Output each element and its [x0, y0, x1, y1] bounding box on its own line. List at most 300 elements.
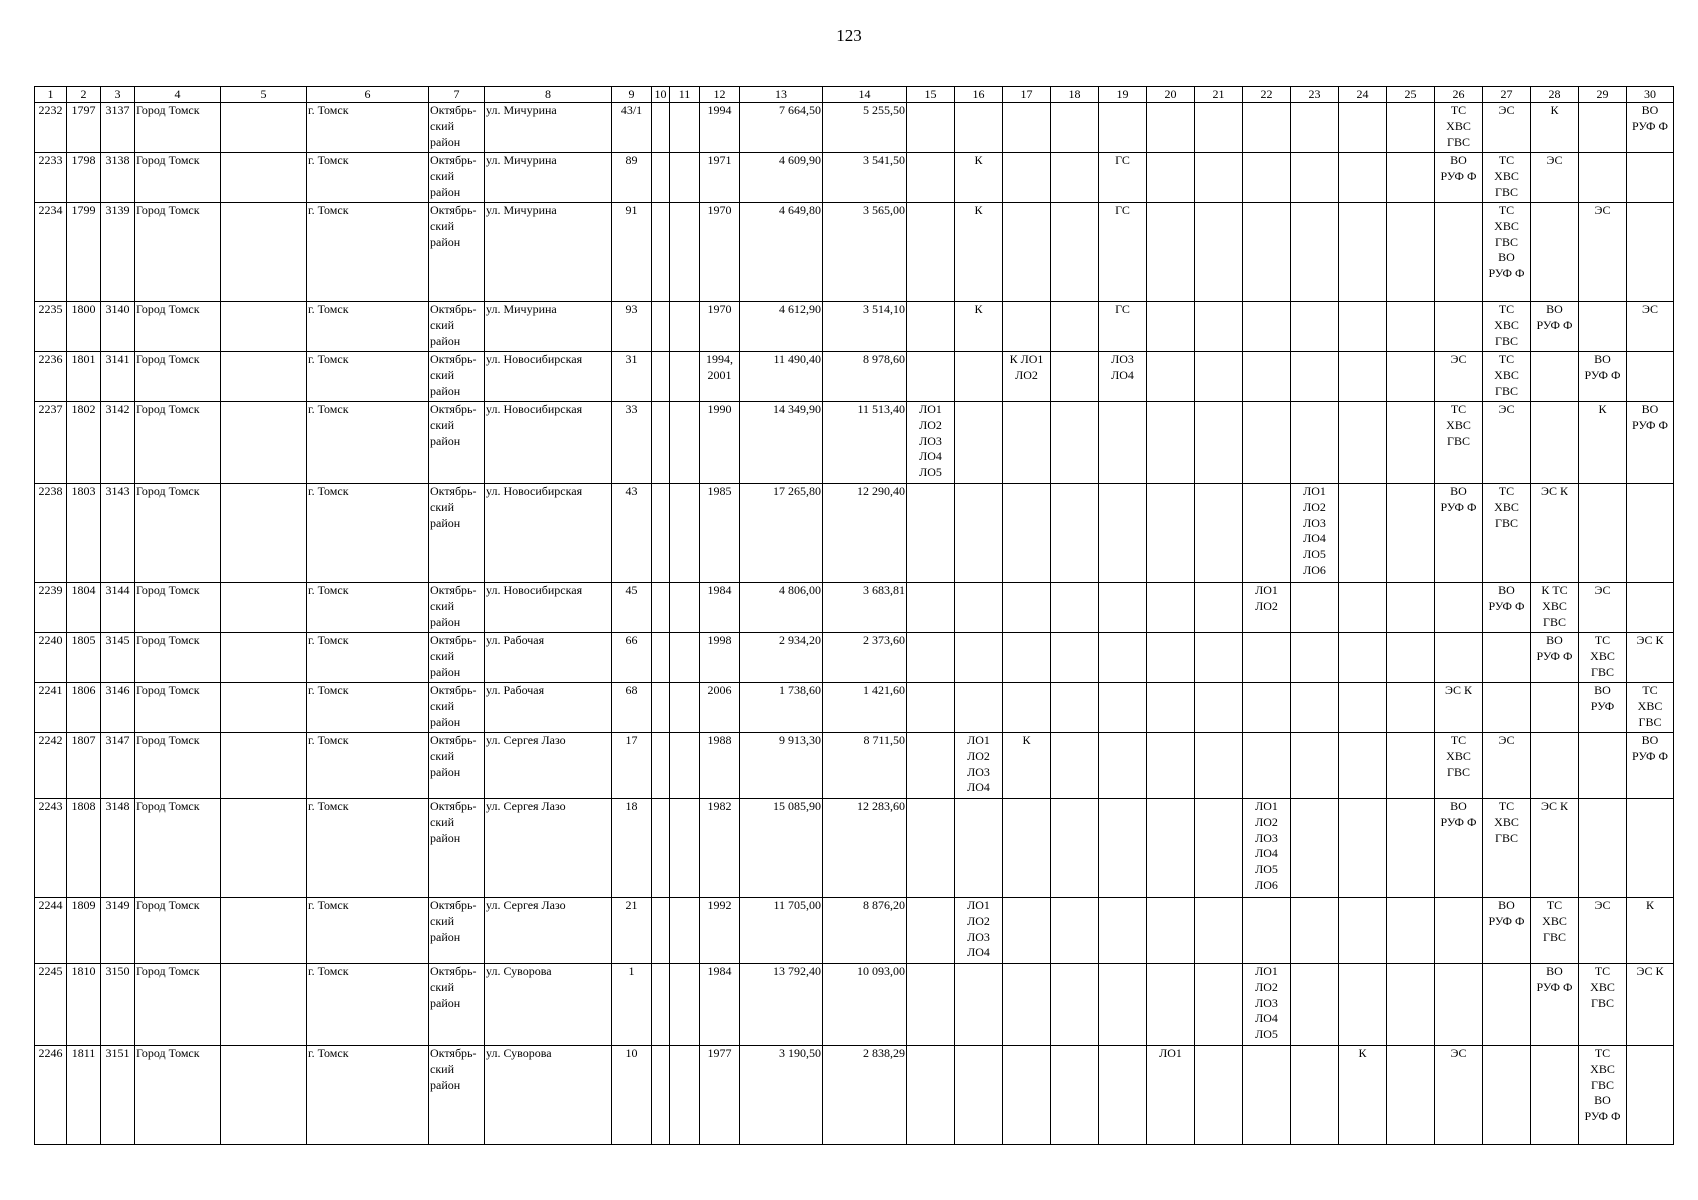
table-cell [652, 1046, 670, 1145]
column-header: 3 [101, 87, 135, 103]
table-cell: Город Томск [135, 103, 221, 153]
table-cell: 1803 [67, 484, 101, 583]
table-row [35, 302, 1674, 352]
table-cell [1147, 633, 1195, 683]
table-cell: ГС [1099, 153, 1147, 203]
table-cell [221, 1046, 307, 1145]
table-cell: Город Томск [135, 733, 221, 799]
table-cell: 7 664,50 [740, 103, 823, 153]
table-cell [1051, 733, 1099, 799]
table-cell [1051, 103, 1099, 153]
table-cell: ТС ХВС ГВС [1483, 352, 1531, 402]
table-cell: г. Томск [307, 683, 429, 733]
table-cell [1147, 898, 1195, 964]
table-cell: Октябрь- ский район [429, 898, 485, 964]
table-cell [1339, 583, 1387, 633]
table-cell [670, 352, 700, 402]
table-cell [670, 153, 700, 203]
table-cell [670, 103, 700, 153]
table-cell: ЛО3 ЛО4 [1099, 352, 1147, 402]
table-cell: Октябрь- ский район [429, 964, 485, 1046]
table-cell [1147, 302, 1195, 352]
table-cell [1003, 1046, 1051, 1145]
table-cell: 2 934,20 [740, 633, 823, 683]
table-cell: 4 609,90 [740, 153, 823, 203]
table-cell: 2241 [35, 683, 67, 733]
table-cell [221, 103, 307, 153]
table-cell: 2006 [700, 683, 740, 733]
table-cell [221, 733, 307, 799]
column-header: 9 [612, 87, 652, 103]
table-cell [652, 203, 670, 302]
table-cell: 1798 [67, 153, 101, 203]
table-cell [1387, 153, 1435, 203]
table-cell [670, 898, 700, 964]
column-header: 29 [1579, 87, 1627, 103]
table-cell: 1971 [700, 153, 740, 203]
table-cell [1243, 1046, 1291, 1145]
table-cell: 1806 [67, 683, 101, 733]
table-cell [221, 633, 307, 683]
column-header: 18 [1051, 87, 1099, 103]
table-cell [907, 302, 955, 352]
table-cell [907, 583, 955, 633]
table-cell [1291, 633, 1339, 683]
table-cell [652, 103, 670, 153]
table-cell [1051, 964, 1099, 1046]
table-cell: 4 649,80 [740, 203, 823, 302]
table-cell: Город Томск [135, 352, 221, 402]
table-cell [1099, 898, 1147, 964]
column-header: 14 [823, 87, 907, 103]
table-cell: г. Томск [307, 964, 429, 1046]
table-cell [1147, 484, 1195, 583]
table-cell [1147, 352, 1195, 402]
table-cell [907, 203, 955, 302]
table-cell [1339, 898, 1387, 964]
table-cell: 2238 [35, 484, 67, 583]
table-cell [670, 402, 700, 484]
table-cell [670, 302, 700, 352]
table-cell: 4 806,00 [740, 583, 823, 633]
table-cell [1195, 402, 1243, 484]
table-cell: 2 373,60 [823, 633, 907, 683]
table-cell [1099, 583, 1147, 633]
table-cell [907, 1046, 955, 1145]
table-cell: ул. Сергея Лазо [485, 898, 612, 964]
table-cell [1483, 1046, 1531, 1145]
table-cell [1003, 484, 1051, 583]
table-cell: 43/1 [612, 103, 652, 153]
table-cell: ЭС [1435, 352, 1483, 402]
table-cell [1435, 302, 1483, 352]
table-row [35, 898, 1674, 964]
table-cell: Октябрь- ский район [429, 352, 485, 402]
table-cell: ЭС К [1435, 683, 1483, 733]
table-cell [1243, 733, 1291, 799]
table-cell [652, 153, 670, 203]
table-cell: ТС ХВС ГВС [1435, 733, 1483, 799]
table-cell [1387, 484, 1435, 583]
table-cell: 1990 [700, 402, 740, 484]
table-cell [1003, 799, 1051, 898]
table-cell [652, 352, 670, 402]
table-cell: ЭС К [1627, 964, 1674, 1046]
table-cell: ЭС [1435, 1046, 1483, 1145]
table-cell [907, 683, 955, 733]
table-cell: Октябрь- ский район [429, 153, 485, 203]
table-cell [1339, 683, 1387, 733]
table-cell: 1 [612, 964, 652, 1046]
table-cell [955, 484, 1003, 583]
table-cell: ул. Рабочая [485, 633, 612, 683]
table-cell [1147, 799, 1195, 898]
table-cell: г. Томск [307, 402, 429, 484]
column-header: 20 [1147, 87, 1195, 103]
table-cell [652, 302, 670, 352]
table-cell: 3137 [101, 103, 135, 153]
table-cell [1627, 583, 1674, 633]
table-cell: 2237 [35, 402, 67, 484]
table-cell [1291, 964, 1339, 1046]
table-cell [1339, 103, 1387, 153]
table-cell: г. Томск [307, 484, 429, 583]
table-cell [1099, 1046, 1147, 1145]
table-cell: ТС ХВС ГВС ВО РУФ Ф [1483, 203, 1531, 302]
table-row [35, 352, 1674, 402]
table-cell [1243, 352, 1291, 402]
column-header: 1 [35, 87, 67, 103]
table-row [35, 633, 1674, 683]
table-cell [955, 683, 1003, 733]
table-cell: Город Томск [135, 583, 221, 633]
table-cell: ВО РУФ Ф [1531, 964, 1579, 1046]
table-cell: К ЛО1 ЛО2 [1003, 352, 1051, 402]
table-cell: 1810 [67, 964, 101, 1046]
table-cell [1627, 203, 1674, 302]
column-header: 12 [700, 87, 740, 103]
table-cell [221, 203, 307, 302]
table-cell: ЛО1 ЛО2 ЛО3 ЛО4 ЛО5 [907, 402, 955, 484]
table-cell [1531, 683, 1579, 733]
table-cell [1147, 402, 1195, 484]
table-cell: Город Томск [135, 153, 221, 203]
table-cell: ул. Мичурина [485, 103, 612, 153]
table-cell [652, 402, 670, 484]
table-cell [1051, 583, 1099, 633]
table-cell: 18 [612, 799, 652, 898]
table-cell: 1807 [67, 733, 101, 799]
table-cell [1291, 733, 1339, 799]
table-cell: Октябрь- ский район [429, 402, 485, 484]
table-cell: 13 792,40 [740, 964, 823, 1046]
table-cell: 3145 [101, 633, 135, 683]
table-cell: 1804 [67, 583, 101, 633]
table-cell [955, 633, 1003, 683]
table-cell [652, 733, 670, 799]
table-cell: 3138 [101, 153, 135, 203]
table-cell [1387, 733, 1435, 799]
table-cell [907, 898, 955, 964]
table-cell [907, 964, 955, 1046]
table-cell [1627, 799, 1674, 898]
table-cell [1291, 352, 1339, 402]
column-header: 13 [740, 87, 823, 103]
table-cell [221, 302, 307, 352]
table-cell: Октябрь- ский район [429, 799, 485, 898]
table-cell: 1984 [700, 583, 740, 633]
table-cell: 8 978,60 [823, 352, 907, 402]
table-cell: 10 093,00 [823, 964, 907, 1046]
table-cell: 89 [612, 153, 652, 203]
table-cell [1051, 302, 1099, 352]
table-cell [1243, 302, 1291, 352]
table-cell [652, 583, 670, 633]
table-cell [1195, 203, 1243, 302]
column-header: 8 [485, 87, 612, 103]
table-cell: 3139 [101, 203, 135, 302]
table-cell: 3 190,50 [740, 1046, 823, 1145]
table-cell [1483, 683, 1531, 733]
table-cell: г. Томск [307, 733, 429, 799]
table-cell: 11 490,40 [740, 352, 823, 402]
table-cell [907, 103, 955, 153]
table-cell [221, 153, 307, 203]
table-cell: 3144 [101, 583, 135, 633]
column-header: 28 [1531, 87, 1579, 103]
table-cell: 1970 [700, 203, 740, 302]
table-cell [670, 799, 700, 898]
table-cell [907, 153, 955, 203]
table-cell [1147, 583, 1195, 633]
table-cell: 2235 [35, 302, 67, 352]
table-cell: 3146 [101, 683, 135, 733]
table-cell [670, 484, 700, 583]
table-cell [1627, 484, 1674, 583]
table-cell: 3 565,00 [823, 203, 907, 302]
table-cell [221, 683, 307, 733]
table-cell [1435, 898, 1483, 964]
table-cell [1099, 733, 1147, 799]
table-cell: 1994 [700, 103, 740, 153]
table-cell [1627, 1046, 1674, 1145]
table-cell: 68 [612, 683, 652, 733]
table-cell: ул. Новосибирская [485, 352, 612, 402]
table-cell [1387, 302, 1435, 352]
table-cell: Октябрь- ский район [429, 733, 485, 799]
table-cell: 3140 [101, 302, 135, 352]
table-cell: ТС ХВС ГВС ВО РУФ Ф [1579, 1046, 1627, 1145]
table-cell: 5 255,50 [823, 103, 907, 153]
table-cell: 2242 [35, 733, 67, 799]
table-cell: ул. Новосибирская [485, 583, 612, 633]
table-cell [1003, 153, 1051, 203]
table-cell [1195, 964, 1243, 1046]
table-cell: К ТС ХВС ГВС [1531, 583, 1579, 633]
table-cell: ЛО1 ЛО2 ЛО3 ЛО4 [955, 898, 1003, 964]
table-cell: 1985 [700, 484, 740, 583]
table-cell: 2233 [35, 153, 67, 203]
table-cell [1339, 799, 1387, 898]
table-cell: 1 738,60 [740, 683, 823, 733]
table-row [35, 103, 1674, 153]
column-header: 19 [1099, 87, 1147, 103]
table-cell: 1801 [67, 352, 101, 402]
table-cell [1387, 898, 1435, 964]
table-cell: 12 290,40 [823, 484, 907, 583]
table-cell: ЭС [1579, 583, 1627, 633]
column-header: 16 [955, 87, 1003, 103]
table-cell: 2 838,29 [823, 1046, 907, 1145]
table-cell [1147, 103, 1195, 153]
column-header: 27 [1483, 87, 1531, 103]
table-cell [1579, 799, 1627, 898]
table-cell [1387, 352, 1435, 402]
table-cell [1339, 302, 1387, 352]
table-cell [1099, 633, 1147, 683]
table-cell [1531, 352, 1579, 402]
table-cell [1051, 683, 1099, 733]
table-row [35, 1046, 1674, 1145]
table-cell [1003, 898, 1051, 964]
table-cell [1435, 633, 1483, 683]
table-cell: ТС ХВС ГВС [1435, 103, 1483, 153]
table-cell [1387, 103, 1435, 153]
table-cell [1339, 203, 1387, 302]
column-header: 24 [1339, 87, 1387, 103]
table-cell [1243, 402, 1291, 484]
table-cell [907, 799, 955, 898]
table-cell: ТС ХВС ГВС [1483, 799, 1531, 898]
table-row [35, 583, 1674, 633]
table-cell: Октябрь- ский район [429, 633, 485, 683]
table-cell [1003, 302, 1051, 352]
table-cell: ул. Рабочая [485, 683, 612, 733]
table-cell: ТС ХВС ГВС [1483, 302, 1531, 352]
table-cell: 3141 [101, 352, 135, 402]
table-cell [1051, 203, 1099, 302]
table-cell: 10 [612, 1046, 652, 1145]
table-cell [1051, 1046, 1099, 1145]
table-cell [1291, 402, 1339, 484]
table-cell: К [1339, 1046, 1387, 1145]
table-cell [1099, 103, 1147, 153]
table-cell [1003, 964, 1051, 1046]
table-cell: 3149 [101, 898, 135, 964]
table-cell [670, 583, 700, 633]
table-row [35, 964, 1674, 1046]
table-cell: ЭС К [1531, 484, 1579, 583]
table-cell: 2240 [35, 633, 67, 683]
table-cell [1387, 799, 1435, 898]
table-cell: ВО РУФ Ф [1483, 583, 1531, 633]
table-cell: 1970 [700, 302, 740, 352]
table-cell [1339, 484, 1387, 583]
table-cell [221, 898, 307, 964]
table-cell [1243, 683, 1291, 733]
table-cell [1579, 153, 1627, 203]
table-cell: ЭС [1483, 103, 1531, 153]
table-row [35, 683, 1674, 733]
table-cell: Город Томск [135, 302, 221, 352]
table-cell: ТС ХВС ГВС [1531, 898, 1579, 964]
table-cell: ул. Мичурина [485, 203, 612, 302]
table-cell [221, 402, 307, 484]
table-cell: Город Томск [135, 203, 221, 302]
table-cell [1243, 484, 1291, 583]
table-cell: 1992 [700, 898, 740, 964]
table-cell [1291, 302, 1339, 352]
table-cell [1291, 799, 1339, 898]
table-cell [955, 103, 1003, 153]
table-cell: ТС ХВС ГВС [1627, 683, 1674, 733]
table-cell [1579, 733, 1627, 799]
table-cell: 2245 [35, 964, 67, 1046]
table-cell [1291, 203, 1339, 302]
table-row [35, 203, 1674, 302]
table-cell: 21 [612, 898, 652, 964]
table-cell: 8 711,50 [823, 733, 907, 799]
table-cell: ВО РУФ Ф [1435, 153, 1483, 203]
table-cell [670, 633, 700, 683]
column-header: 10 [652, 87, 670, 103]
table-cell: ЭС [1579, 898, 1627, 964]
table-cell: 15 085,90 [740, 799, 823, 898]
table-cell: 1809 [67, 898, 101, 964]
table-cell: 2236 [35, 352, 67, 402]
table-cell: Октябрь- ский район [429, 484, 485, 583]
table-cell: ЛО1 ЛО2 ЛО3 ЛО4 [955, 733, 1003, 799]
table-cell [1099, 683, 1147, 733]
table-cell [1195, 799, 1243, 898]
table-cell: К [1531, 103, 1579, 153]
table-cell [1339, 352, 1387, 402]
table-cell [1579, 484, 1627, 583]
table-cell [1291, 1046, 1339, 1145]
table-cell [1291, 153, 1339, 203]
column-header: 2 [67, 87, 101, 103]
table-cell [1051, 799, 1099, 898]
table-cell: 11 705,00 [740, 898, 823, 964]
table-cell: Город Томск [135, 964, 221, 1046]
table-cell [1387, 1046, 1435, 1145]
table-cell: ЭС [1627, 302, 1674, 352]
table-cell [955, 583, 1003, 633]
table-cell [652, 683, 670, 733]
table-cell: Город Томск [135, 484, 221, 583]
table-cell [1435, 964, 1483, 1046]
table-cell [1051, 402, 1099, 484]
table-cell: 3150 [101, 964, 135, 1046]
table-cell [907, 484, 955, 583]
table-cell: Октябрь- ский район [429, 103, 485, 153]
table-cell: Город Томск [135, 898, 221, 964]
table-cell: Город Томск [135, 402, 221, 484]
table-cell: Октябрь- ский район [429, 1046, 485, 1145]
table-cell [1243, 203, 1291, 302]
table-cell: г. Томск [307, 633, 429, 683]
table-row [35, 484, 1674, 583]
table-cell [907, 352, 955, 402]
table-cell [1147, 964, 1195, 1046]
table-cell [1627, 153, 1674, 203]
table-cell: ул. Мичурина [485, 302, 612, 352]
table-cell: ЛО1 ЛО2 ЛО3 ЛО4 ЛО5 ЛО6 [1243, 799, 1291, 898]
table-cell: г. Томск [307, 1046, 429, 1145]
table-cell: 33 [612, 402, 652, 484]
table-cell [1051, 633, 1099, 683]
column-header: 4 [135, 87, 221, 103]
